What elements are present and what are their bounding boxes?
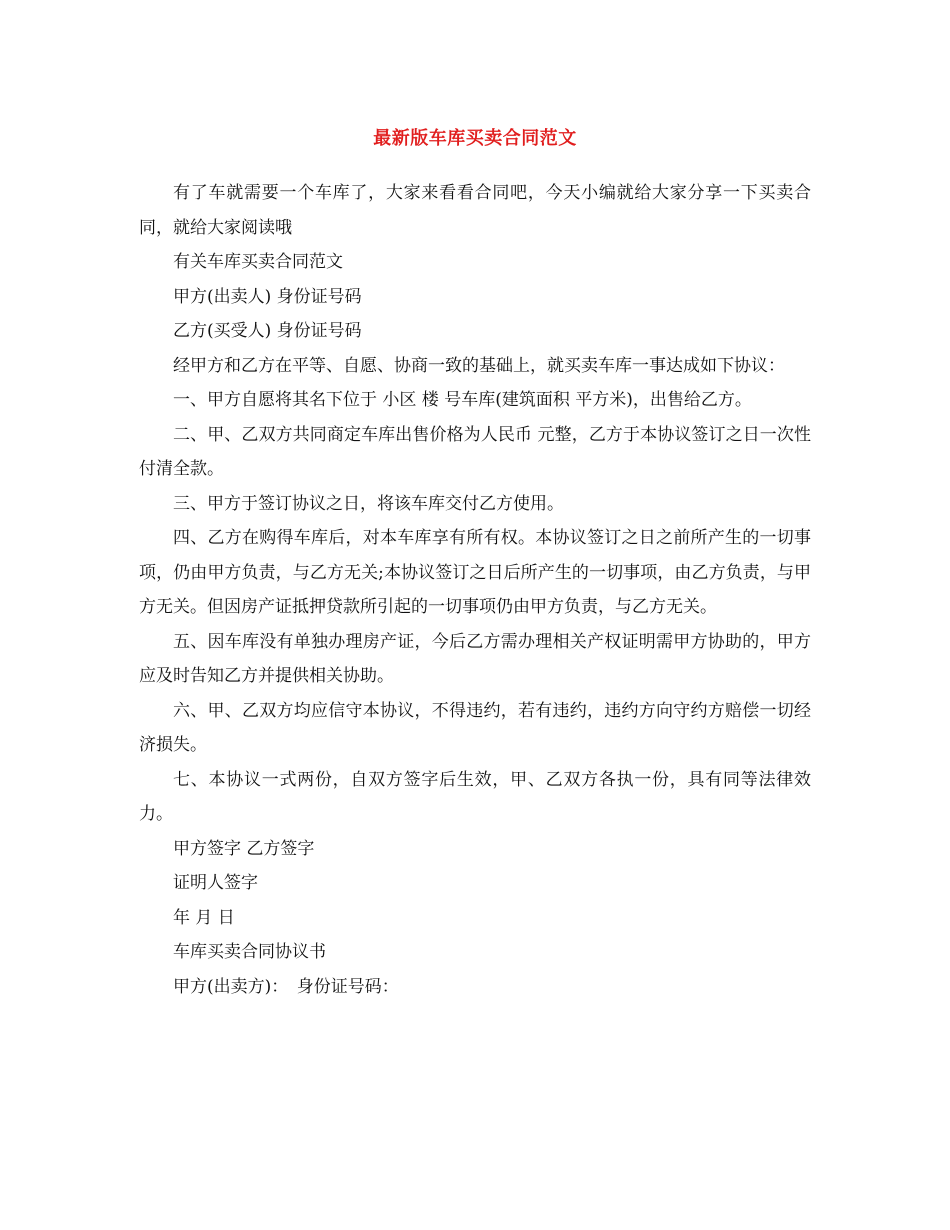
clause-3: 三、甲方于签订协议之日，将该车库交付乙方使用。 (173, 493, 564, 514)
clause-1: 一、甲方自愿将其名下位于 小区 楼 号车库(建筑面积 平方米)，出售给乙方。 (173, 390, 752, 410)
clause-4: 四、乙方在购得车库后，对本车库享有所有权。本协议签订之日之前所产生的一切事项，仍由甲方负责，与乙方无关;本协议签订之日后所产生的一切事项，由乙方负责，与甲方无关。但因房产证抵押贷款所引起的一切事项仍由甲方负责，与乙方无关。 (139, 528, 811, 617)
paragraph-heading: 有关车库买卖合同范文 (173, 252, 343, 272)
paragraph-agreement: 经甲方和乙方在平等、自愿、协商一致的基础上，就买卖车库一事达成如下协议： (173, 355, 785, 376)
clause-2: 二、甲、乙双方共同商定车库出售价格为人民币 元整，乙方于本协议签订之日一次性付清全款。 (139, 424, 811, 479)
date-line: 年 月 日 (173, 907, 235, 928)
witness-line: 证明人签字 (173, 873, 258, 893)
clause-5: 五、因车库没有单独办理房产证，今后乙方需办理相关产权证明需甲方协助的，甲方应及时告知乙方并提供相关协助。 (139, 631, 811, 686)
clause-6: 六、甲、乙双方均应信守本协议，不得违约，若有违约，违约方向守约方赔偿一切经济损失。 (139, 700, 811, 755)
paragraph-intro: 有了车就需要一个车库了，大家来看看合同吧，今天小编就给大家分享一下买卖合同，就给大家阅读哦 (139, 183, 811, 238)
signature-line: 甲方签字 乙方签字 (173, 838, 315, 859)
paragraph-party-b: 乙方(买受人) 身份证号码 (173, 321, 362, 341)
document-body (139, 176, 811, 1004)
document-title: 最新版车库买卖合同范文 (373, 128, 577, 149)
section-title: 车库买卖合同协议书 (173, 942, 326, 962)
paragraph-party-a: 甲方(出卖人) 身份证号码 (173, 286, 362, 307)
paragraph-seller: 甲方(出卖方)： 身份证号码： (173, 976, 399, 997)
clause-7: 七、本协议一式两份，自双方签字后生效，甲、乙双方各执一份，具有同等法律效力。 (139, 769, 811, 824)
